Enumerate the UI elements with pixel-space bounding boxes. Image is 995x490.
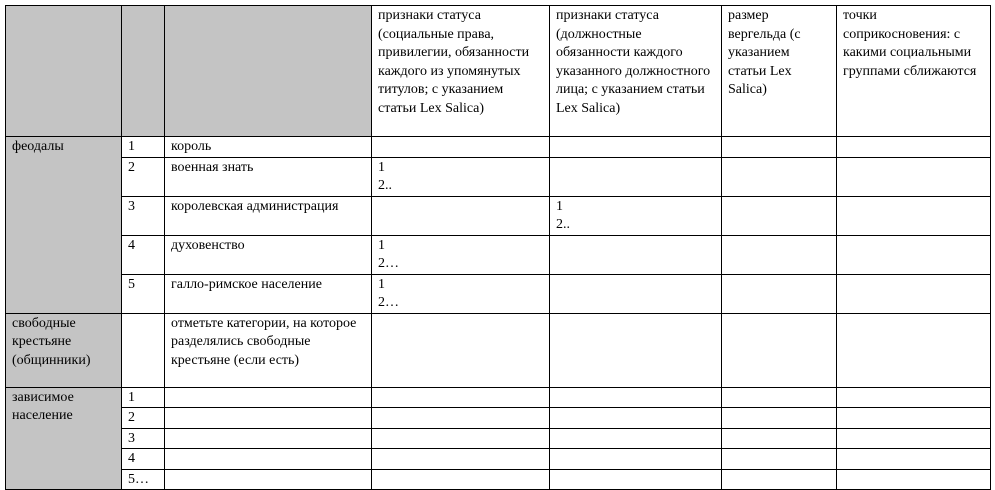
- cell: [550, 428, 722, 449]
- row-name: отметьте категории, на которое разделялись свободные крестьяне (если есть): [165, 313, 372, 387]
- cell: [550, 137, 722, 158]
- cell: [722, 274, 837, 313]
- cell: [372, 387, 550, 408]
- row-name: галло-римское население: [165, 274, 372, 313]
- cell: [550, 274, 722, 313]
- header-status-rights: признаки статуса (социальные права, привилегии, обязанности каждого из упомянутых титулов; с указанием статьи Lex Salica): [372, 6, 550, 137]
- cell-line: 2..: [556, 217, 570, 232]
- header-row: [6, 6, 991, 137]
- cell: [550, 313, 722, 387]
- cell: [372, 137, 550, 158]
- table-row: [6, 387, 991, 408]
- cell: [837, 387, 991, 408]
- header-cell-group: [6, 6, 122, 137]
- social-status-table: [5, 5, 991, 490]
- cell: [372, 449, 550, 470]
- table-row: [6, 408, 991, 429]
- table-row: [6, 313, 991, 387]
- cell: [837, 137, 991, 158]
- cell: [550, 157, 722, 196]
- cell: [722, 137, 837, 158]
- cell: [837, 235, 991, 274]
- row-name: военная знать: [165, 157, 372, 196]
- table-row: [6, 428, 991, 449]
- cell: [722, 313, 837, 387]
- header-wergeld: размер вергельда (с указанием статьи Lex Salica): [722, 6, 837, 137]
- group-free-peasants: свободные крестьяне (общинники): [6, 313, 122, 387]
- row-number: 1: [122, 137, 165, 158]
- table-row: [6, 235, 991, 274]
- cell: [165, 449, 372, 470]
- cell: [837, 428, 991, 449]
- cell: [837, 469, 991, 490]
- row-number: 5: [122, 274, 165, 313]
- cell: [165, 469, 372, 490]
- table-row: [6, 137, 991, 158]
- table-row: [6, 157, 991, 196]
- cell: [837, 408, 991, 429]
- cell: [165, 408, 372, 429]
- cell-line: 1: [378, 276, 385, 292]
- table-row: [6, 449, 991, 470]
- group-dependent: зависимое население: [6, 387, 122, 490]
- cell: [165, 387, 372, 408]
- row-number: 4: [122, 235, 165, 274]
- header-cell-category: [165, 6, 372, 137]
- row-name: король: [165, 137, 372, 158]
- cell: [372, 469, 550, 490]
- cell: [372, 428, 550, 449]
- table-row: [6, 274, 991, 313]
- cell-line: 1: [378, 159, 385, 175]
- cell: [372, 408, 550, 429]
- cell: [837, 157, 991, 196]
- cell: [550, 469, 722, 490]
- cell: [837, 449, 991, 470]
- cell-status-rights: [372, 235, 550, 274]
- cell: [722, 387, 837, 408]
- cell: [550, 449, 722, 470]
- row-name: духовенство: [165, 235, 372, 274]
- cell: [722, 196, 837, 235]
- table-row: [6, 196, 991, 235]
- cell: [837, 313, 991, 387]
- cell: [722, 157, 837, 196]
- header-contact-points: точки соприкосновения: с какими социальными группами сближаются: [837, 6, 991, 137]
- cell: [165, 428, 372, 449]
- cell-line: 2…: [378, 256, 399, 271]
- row-number: 3: [122, 428, 165, 449]
- row-number: 5…: [122, 469, 165, 490]
- cell-line: 1: [556, 198, 563, 214]
- cell: [550, 408, 722, 429]
- cell: [837, 196, 991, 235]
- cell-line: 2…: [378, 295, 399, 310]
- cell-status-rights: [372, 274, 550, 313]
- row-number: [122, 313, 165, 387]
- header-status-duties: признаки статуса (должностные обязанности каждого указанного должностного лица; с указанием статьи Lex Salica): [550, 6, 722, 137]
- row-number: 1: [122, 387, 165, 408]
- row-number: 2: [122, 157, 165, 196]
- row-number: 3: [122, 196, 165, 235]
- table-row: [6, 469, 991, 490]
- cell: [722, 428, 837, 449]
- cell: [550, 235, 722, 274]
- cell-status-duties: [550, 196, 722, 235]
- row-number: 2: [122, 408, 165, 429]
- cell: [837, 274, 991, 313]
- cell: [722, 469, 837, 490]
- cell-status-rights: [372, 157, 550, 196]
- group-feudals: феодалы: [6, 137, 122, 314]
- cell: [550, 387, 722, 408]
- header-cell-number: [122, 6, 165, 137]
- cell: [722, 449, 837, 470]
- cell-line: 2..: [378, 178, 392, 193]
- cell: [722, 235, 837, 274]
- cell: [722, 408, 837, 429]
- row-number: 4: [122, 449, 165, 470]
- row-name: королевская администрация: [165, 196, 372, 235]
- cell-line: 1: [378, 237, 385, 253]
- cell: [372, 196, 550, 235]
- cell: [372, 313, 550, 387]
